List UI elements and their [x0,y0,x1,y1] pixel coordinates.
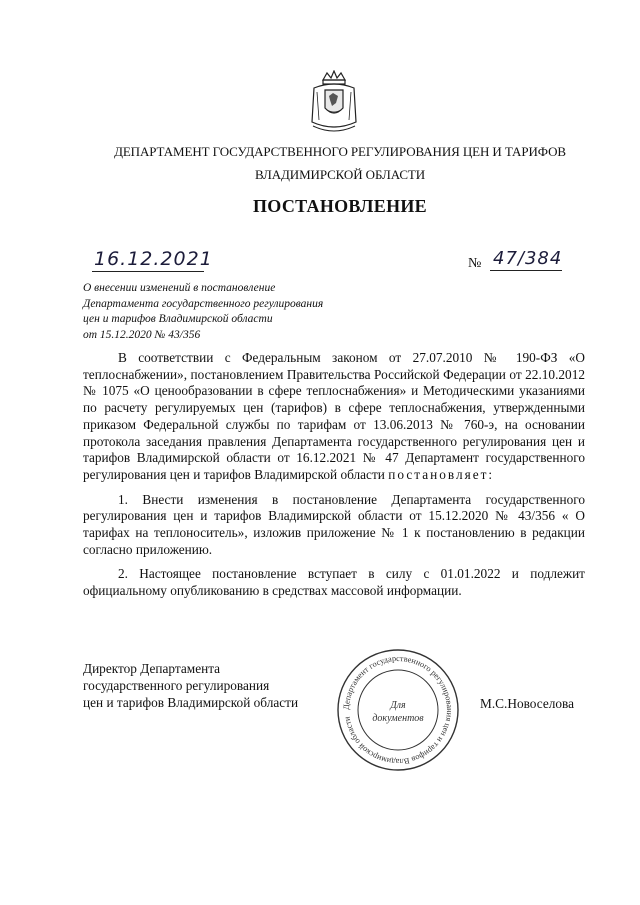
document-type-title: ПОСТАНОВЛЕНИЕ [253,196,427,216]
official-stamp [336,648,460,772]
subject-line: О внесении изменений в постановление [83,282,276,294]
department-line-2: ВЛАДИМИРСКОЙ ОБЛАСТИ [254,167,426,182]
document-body [83,350,585,600]
position-line: Директор Департамента [83,661,221,676]
stamp-center-line-2: документов [372,713,424,724]
subject-line: цен и тарифов Владимирской области [83,313,273,325]
number-sign: № [468,256,482,271]
subject-line: Департамента государственного регулирования [83,297,324,310]
document-number: 47/384 [493,248,563,269]
position-line: цен и тарифов Владимирской области [83,695,299,710]
position-line: государственного регулирования [83,678,270,693]
stamp-center-line-1: Для [390,700,406,711]
department-name [60,140,620,186]
signatory-position [83,660,353,711]
decree-word: постановляет: [388,466,495,482]
subject-line: от 15.12.2020 № 43/356 [83,328,201,341]
signatory-name: М.С.Новоселова [480,696,575,711]
stamp-ring-path-text: Департамент государственного регулирования цен и тарифов Владимирской области [341,653,455,767]
item-2-paragraph: 2. Настоящее постановление вступает в силу с 01.01.2022 и подлежит официальному опубликованию в средствах массовой информации. [83,566,585,599]
subject-block [83,281,383,343]
preamble-text: В соответствии с Федеральным законом от 27.07.2010 № 190-ФЗ «О теплоснабжении», постановлением Правительства Российской Федерации от 22.10.2012 № 1075 «О ценообразовании в сфере теплоснабжения» и Методическими указаниями по расчету регулируемых цен (тарифов) в сфере теплоснабжения, утвержденными приказом Федеральной службы по тарифам от 13.06.2013 № 760-э, на основании протокола заседания правления Департамента государственного регулирования цен и тарифов Владимирской области от 16.12.2021 № 47 Департамент государственного регулирования цен и тарифов Владимирской области [83,350,585,482]
preamble-paragraph [83,350,585,484]
department-line-1: ДЕПАРТАМЕНТ ГОСУДАРСТВЕННОГО РЕГУЛИРОВАНИЯ ЦЕН И ТАРИФОВ [114,144,566,159]
vladimir-coat-of-arms-icon [309,70,359,132]
item-1-paragraph: 1. Внести изменения в постановление Департамента государственного регулирования цен и тарифов Владимирской области от 15.12.2020 № 43/356 « О тарифах на теплоноситель», изложив приложение № 1 к постановлению в редакции согласно приложению. [83,491,585,557]
document-date: 16.12.2021 [94,248,213,270]
